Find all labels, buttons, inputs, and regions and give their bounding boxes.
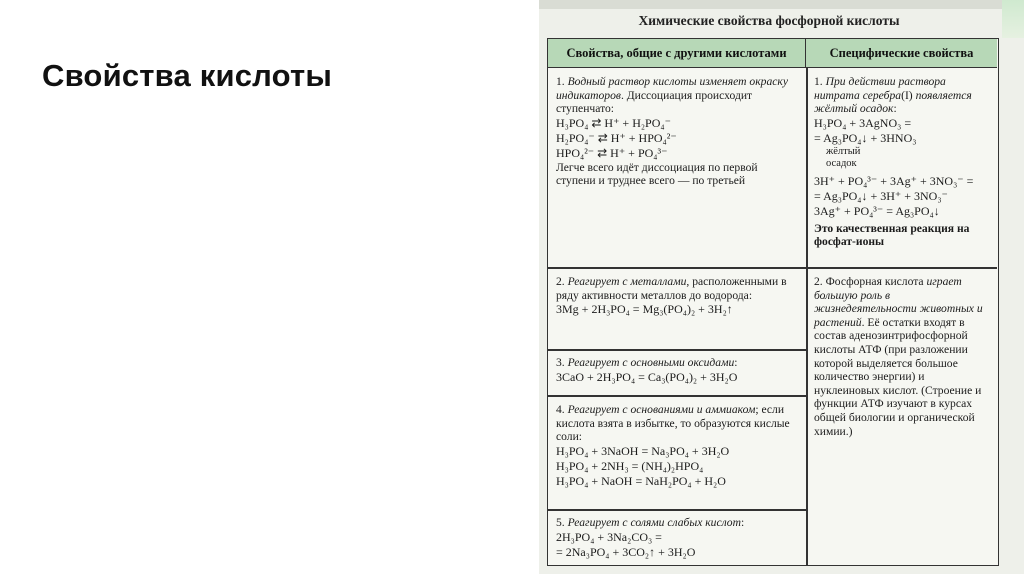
equation: H₃PO₄ + 3AgNO₃ = <box>814 115 912 130</box>
intro-text: . Диссоциация происходит ступенчато: <box>556 88 753 116</box>
intro-text: . Её остатки входят в состав аденозинтрифосфорной кислоты АТФ (при разложении которой выделяется большое количество энергии) и нуклеиновых кислот. (Строение и функции АТФ изучают в курсах общей биологии и органической химии.) <box>814 315 982 438</box>
qualitative-reaction-note: Это качественная реакция на фосфат-ионы <box>814 221 970 249</box>
equation: 2H₃PO₄ + 3Na₂CO₃ = <box>556 529 662 544</box>
equation: 3Mg + 2H₃PO₄ = Mg₃(PO₄)₂ + 3H₂↑ <box>556 302 733 317</box>
header-specific: Специфические свойства <box>806 39 997 68</box>
equation: H₃PO₄ ⇄ H⁺ + H₂PO₄⁻ <box>556 115 671 130</box>
item-number: 1. <box>556 75 568 88</box>
intro-italic: играет большую роль в жизнедеятельности животных и растений <box>814 275 983 329</box>
row-divider <box>548 267 997 269</box>
common-cell-1 <box>556 75 800 188</box>
intro-italic: При действии раствора нитрата серебра <box>814 75 946 102</box>
intro-italic: Реагирует с основными оксидами <box>567 356 735 369</box>
common-cell-2 <box>556 275 800 317</box>
row-divider <box>548 395 806 397</box>
scan-top-strip <box>539 0 1024 9</box>
equation: H₂PO₄⁻ ⇄ H⁺ + HPO₄²⁻ <box>556 130 677 145</box>
row-divider <box>548 349 806 351</box>
scan-corner-accent <box>1002 0 1024 38</box>
precipitate-label: жёлтый <box>826 145 861 157</box>
header-common: Свойства, общие с другими кислотами <box>548 39 806 68</box>
intro-text: 2. Фосфорная кислота <box>814 275 927 288</box>
slide-title: Свойства кислоты <box>42 58 333 93</box>
equation: 3H⁺ + PO₄³⁻ + 3Ag⁺ + 3NO₃⁻ = <box>814 173 974 188</box>
intro-text: : <box>734 356 738 369</box>
intro-italic: Реагирует с основаниями и аммиаком <box>567 403 756 416</box>
cell-intro <box>556 275 800 302</box>
intro-italic: Реагирует с металлами <box>567 275 687 288</box>
cell-intro <box>556 403 800 444</box>
specific-cell-1 <box>814 75 992 249</box>
common-cell-4 <box>556 403 800 489</box>
intro-text: (I) <box>901 88 916 102</box>
intro-italic: появляется жёлтый осадок <box>814 88 972 116</box>
table-title: Химические свойства фосфорной кислоты <box>638 13 900 28</box>
item-number: 3. <box>556 356 568 369</box>
cell-intro <box>814 275 992 438</box>
cell-intro <box>556 516 800 530</box>
row-divider <box>548 509 806 511</box>
intro-italic: Реагирует с солями слабых кислот <box>567 516 741 529</box>
equation: H₃PO₄ + 3NaOH = Na₃PO₄ + 3H₂O <box>556 443 730 458</box>
intro-text: , расположенными в ряду активности металлов до водорода: <box>556 275 787 302</box>
intro-italic: Водный раствор кислоты изменяет окраску индикаторов <box>556 75 788 102</box>
item-number: 1. <box>814 75 826 88</box>
item-number: 4. <box>556 403 568 416</box>
specific-cell-2 <box>814 275 992 438</box>
equation: = Ag₃PO₄↓ + 3HNO₃ <box>814 130 917 145</box>
properties-table <box>547 38 999 566</box>
intro-text: : <box>893 102 897 116</box>
equation: = Ag₃PO₄↓ + 3H⁺ + 3NO₃⁻ <box>814 188 948 203</box>
equation: HPO₄²⁻ ⇄ H⁺ + PO₄³⁻ <box>556 145 668 160</box>
equation: 3CaO + 2H₃PO₄ = Ca₃(PO₄)₂ + 3H₂O <box>556 369 738 384</box>
intro-text: ; если кислота взята в избытке, то образуются кислые соли: <box>556 403 790 444</box>
cell-note: Легче всего идёт диссоциация по первой ступени и труднее всего — по третьей <box>556 160 758 188</box>
item-number: 5. <box>556 516 568 529</box>
equation: = 2Na₃PO₄ + 3CO₂↑ + 3H₂O <box>556 544 696 559</box>
cell-intro <box>556 75 800 116</box>
cell-intro <box>556 356 800 370</box>
precipitate-label: осадок <box>826 157 857 169</box>
common-cell-5 <box>556 516 800 560</box>
equation: H₃PO₄ + NaOH = NaH₂PO₄ + H₂O <box>556 473 726 488</box>
cell-intro <box>814 75 992 116</box>
textbook-scan <box>539 0 1024 574</box>
intro-text: : <box>740 516 745 529</box>
equation: 3Ag⁺ + PO₄³⁻ = Ag₃PO₄↓ <box>814 203 940 218</box>
common-cell-3 <box>556 356 800 385</box>
equation: H₃PO₄ + 2NH₃ = (NH₄)₂HPO₄ <box>556 458 704 473</box>
column-divider <box>806 68 808 565</box>
item-number: 2. <box>556 275 568 288</box>
